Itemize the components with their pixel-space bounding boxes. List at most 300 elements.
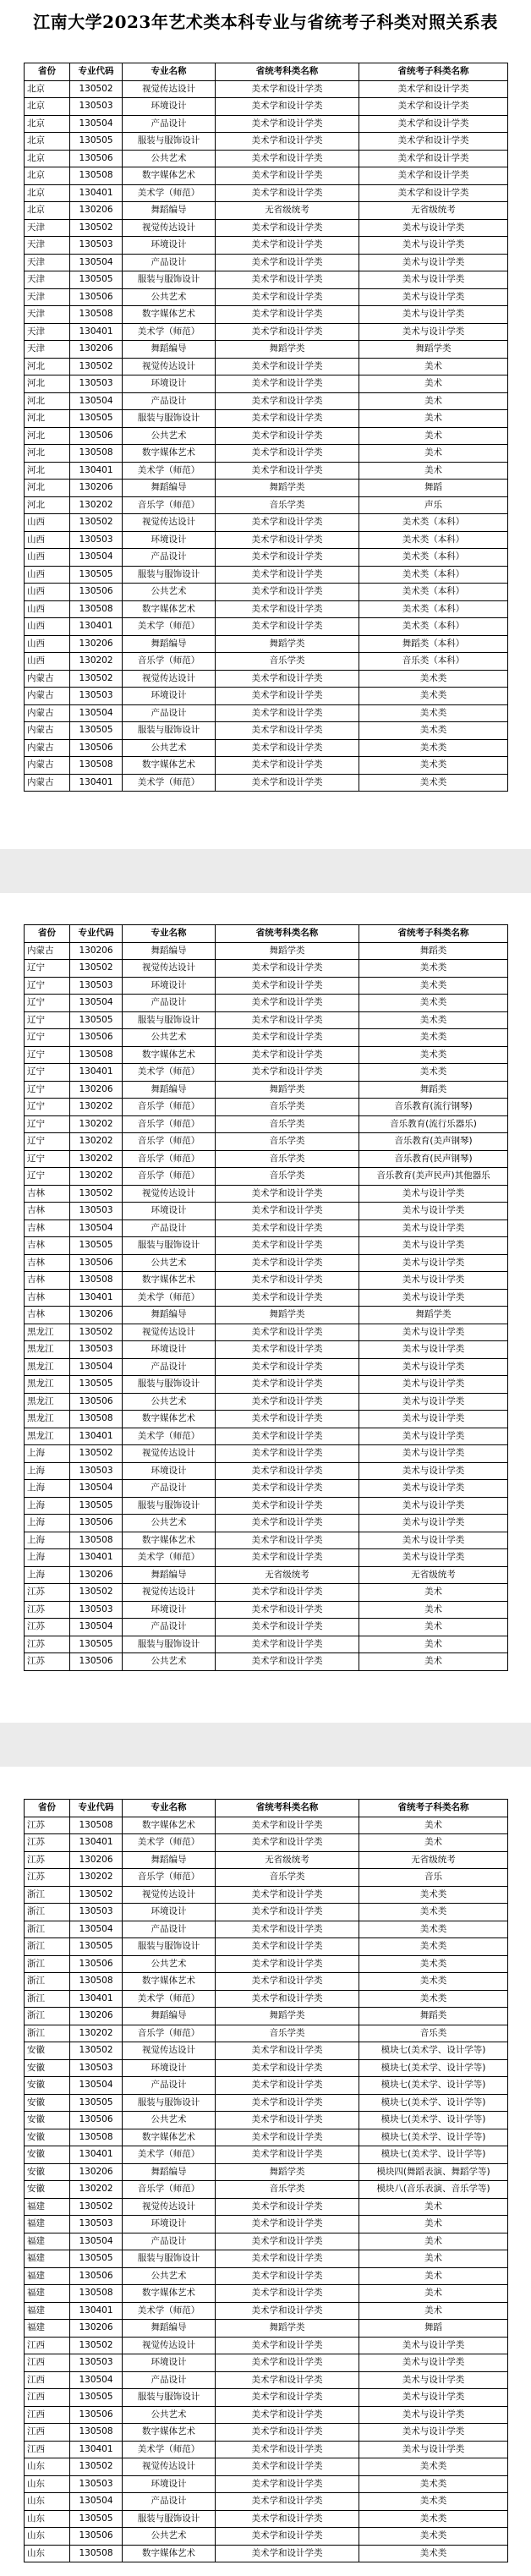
cell-province: 上海 bbox=[25, 1532, 70, 1549]
cell-exam-category: 音乐学类 bbox=[216, 1150, 359, 1168]
cell-province: 内蒙古 bbox=[25, 688, 70, 705]
cell-major-name: 美术学（师范） bbox=[123, 2302, 216, 2320]
cell-exam-subcategory: 美术与设计学类 bbox=[359, 1480, 508, 1498]
cell-exam-category: 美术学和设计学类 bbox=[216, 2493, 359, 2511]
cell-major-name: 舞蹈编导 bbox=[123, 341, 216, 359]
cell-major-name: 音乐学（师范） bbox=[123, 2025, 216, 2042]
cell-major-code: 130505 bbox=[70, 1376, 123, 1394]
cell-major-name: 音乐学（师范） bbox=[123, 1150, 216, 1168]
cell-major-code: 130503 bbox=[70, 98, 123, 116]
cell-major-code: 130503 bbox=[70, 977, 123, 995]
cell-major-name: 服装与服饰设计 bbox=[123, 566, 216, 584]
cell-province: 河北 bbox=[25, 445, 70, 463]
cell-major-code: 130503 bbox=[70, 1203, 123, 1220]
table-row bbox=[25, 1358, 508, 1376]
header-row bbox=[25, 63, 508, 81]
cell-major-name: 视觉传达设计 bbox=[123, 1445, 216, 1463]
cell-province: 上海 bbox=[25, 1480, 70, 1498]
cell-major-code: 130504 bbox=[70, 1219, 123, 1237]
cell-exam-subcategory: 美术与设计学类 bbox=[359, 1219, 508, 1237]
column-header-major-code: 专业代码 bbox=[70, 63, 123, 81]
cell-exam-subcategory: 美术类（本科） bbox=[359, 566, 508, 584]
table-row bbox=[25, 271, 508, 289]
cell-major-name: 数字媒体艺术 bbox=[123, 1046, 216, 1064]
cell-exam-subcategory: 模块八(音乐表演、音乐学等) bbox=[359, 2181, 508, 2199]
cell-exam-subcategory: 无省级统考 bbox=[359, 1851, 508, 1869]
cell-major-code: 130508 bbox=[70, 445, 123, 463]
cell-province: 山西 bbox=[25, 618, 70, 636]
table-row bbox=[25, 2337, 508, 2354]
cell-province: 江西 bbox=[25, 2337, 70, 2354]
cell-exam-subcategory: 美术 bbox=[359, 1653, 508, 1671]
mapping-table-page-2 bbox=[24, 924, 508, 1671]
cell-exam-subcategory: 美术 bbox=[359, 2233, 508, 2250]
cell-major-code: 130202 bbox=[70, 1115, 123, 1133]
table-row bbox=[25, 2406, 508, 2424]
cell-major-name: 视觉传达设计 bbox=[123, 514, 216, 532]
cell-province: 天津 bbox=[25, 306, 70, 324]
cell-exam-subcategory: 美术与设计学类 bbox=[359, 323, 508, 341]
cell-major-code: 130505 bbox=[70, 566, 123, 584]
cell-exam-subcategory: 美术类（本科） bbox=[359, 600, 508, 618]
table-row bbox=[25, 2424, 508, 2442]
cell-major-name: 产品设计 bbox=[123, 1480, 216, 1498]
table-row bbox=[25, 1081, 508, 1099]
cell-exam-subcategory: 模块七(美术学、设计学等) bbox=[359, 2042, 508, 2060]
cell-province: 江苏 bbox=[25, 1851, 70, 1869]
cell-major-code: 130502 bbox=[70, 2337, 123, 2354]
cell-exam-category: 美术学和设计学类 bbox=[216, 1549, 359, 1567]
cell-major-name: 数字媒体艺术 bbox=[123, 167, 216, 185]
cell-exam-subcategory: 美术 bbox=[359, 2250, 508, 2268]
cell-exam-category: 美术学和设计学类 bbox=[216, 1886, 359, 1904]
table-row bbox=[25, 2250, 508, 2268]
column-header-major-code: 专业代码 bbox=[70, 925, 123, 943]
cell-exam-subcategory: 美术 bbox=[359, 2285, 508, 2303]
cell-major-code: 130508 bbox=[70, 2285, 123, 2303]
cell-province: 安徽 bbox=[25, 2112, 70, 2129]
cell-exam-subcategory: 美术类 bbox=[359, 2493, 508, 2511]
cell-major-code: 130504 bbox=[70, 2077, 123, 2095]
cell-exam-category: 音乐学类 bbox=[216, 1869, 359, 1887]
cell-exam-subcategory: 模块七(美术学、设计学等) bbox=[359, 2059, 508, 2077]
cell-major-name: 美术学（师范） bbox=[123, 1289, 216, 1307]
cell-major-code: 130505 bbox=[70, 1636, 123, 1653]
cell-province: 福建 bbox=[25, 2267, 70, 2285]
table-row bbox=[25, 133, 508, 151]
cell-exam-subcategory: 美术与设计学类 bbox=[359, 271, 508, 289]
table-row bbox=[25, 358, 508, 375]
cell-exam-category: 美术学和设计学类 bbox=[216, 722, 359, 740]
cell-major-code: 130401 bbox=[70, 1834, 123, 1852]
table-row bbox=[25, 1203, 508, 1220]
page-separator bbox=[0, 849, 531, 893]
cell-exam-subcategory: 美术 bbox=[359, 1619, 508, 1636]
cell-exam-subcategory: 美术与设计学类 bbox=[359, 2406, 508, 2424]
cell-exam-category: 舞蹈学类 bbox=[216, 635, 359, 653]
table-row bbox=[25, 1955, 508, 1973]
cell-exam-subcategory: 舞蹈学类 bbox=[359, 341, 508, 359]
cell-exam-category: 美术学和设计学类 bbox=[216, 1376, 359, 1394]
cell-exam-subcategory: 美术类 bbox=[359, 1011, 508, 1029]
cell-major-code: 130401 bbox=[70, 1990, 123, 2008]
cell-exam-category: 美术学和设计学类 bbox=[216, 1497, 359, 1515]
table-row bbox=[25, 445, 508, 463]
cell-major-code: 130206 bbox=[70, 2008, 123, 2025]
cell-major-name: 服装与服饰设计 bbox=[123, 2250, 216, 2268]
cell-major-name: 服装与服饰设计 bbox=[123, 1011, 216, 1029]
cell-exam-subcategory: 舞蹈 bbox=[359, 2320, 508, 2338]
column-header-exam-subcategory: 省统考子科类名称 bbox=[359, 63, 508, 81]
table-row bbox=[25, 739, 508, 757]
cell-major-code: 130508 bbox=[70, 1411, 123, 1428]
cell-major-code: 130506 bbox=[70, 2528, 123, 2546]
cell-exam-subcategory: 美术类 bbox=[359, 2545, 508, 2562]
cell-major-name: 美术学（师范） bbox=[123, 1064, 216, 1082]
cell-major-code: 130503 bbox=[70, 375, 123, 393]
cell-province: 辽宁 bbox=[25, 1081, 70, 1099]
cell-province: 上海 bbox=[25, 1445, 70, 1463]
table-row bbox=[25, 1886, 508, 1904]
cell-exam-subcategory: 音乐教育(美声钢琴) bbox=[359, 1133, 508, 1151]
cell-exam-category: 美术学和设计学类 bbox=[216, 670, 359, 688]
table-row bbox=[25, 722, 508, 740]
cell-major-name: 视觉传达设计 bbox=[123, 1584, 216, 1602]
cell-major-name: 美术学（师范） bbox=[123, 2146, 216, 2164]
table-row bbox=[25, 1150, 508, 1168]
cell-province: 福建 bbox=[25, 2285, 70, 2303]
cell-exam-subcategory: 美术类 bbox=[359, 995, 508, 1012]
cell-major-code: 130502 bbox=[70, 219, 123, 237]
cell-major-name: 视觉传达设计 bbox=[123, 2042, 216, 2060]
cell-exam-category: 美术学和设计学类 bbox=[216, 2077, 359, 2095]
cell-major-code: 130504 bbox=[70, 1358, 123, 1376]
cell-exam-subcategory: 美术类 bbox=[359, 1886, 508, 1904]
cell-major-name: 产品设计 bbox=[123, 549, 216, 567]
cell-major-code: 130505 bbox=[70, 722, 123, 740]
cell-exam-subcategory: 音乐教育(流行钢琴) bbox=[359, 1099, 508, 1116]
cell-exam-subcategory: 美术学和设计学类 bbox=[359, 150, 508, 167]
table-row bbox=[25, 1619, 508, 1636]
cell-province: 吉林 bbox=[25, 1237, 70, 1255]
cell-major-name: 服装与服饰设计 bbox=[123, 1237, 216, 1255]
cell-exam-category: 美术学和设计学类 bbox=[216, 427, 359, 445]
cell-major-name: 美术学（师范） bbox=[123, 184, 216, 202]
table-row bbox=[25, 1185, 508, 1203]
cell-exam-category: 美术学和设计学类 bbox=[216, 1203, 359, 1220]
cell-province: 辽宁 bbox=[25, 1046, 70, 1064]
cell-exam-category: 美术学和设计学类 bbox=[216, 1515, 359, 1532]
cell-major-code: 130502 bbox=[70, 960, 123, 978]
table-row bbox=[25, 1834, 508, 1852]
table-row bbox=[25, 1428, 508, 1445]
cell-province: 河北 bbox=[25, 427, 70, 445]
cell-major-name: 数字媒体艺术 bbox=[123, 1973, 216, 1991]
cell-major-code: 130508 bbox=[70, 167, 123, 185]
cell-major-code: 130401 bbox=[70, 323, 123, 341]
cell-exam-subcategory: 美术学和设计学类 bbox=[359, 133, 508, 151]
cell-major-name: 舞蹈编导 bbox=[123, 1566, 216, 1584]
cell-major-name: 产品设计 bbox=[123, 2493, 216, 2511]
cell-exam-subcategory: 美术与设计学类 bbox=[359, 1393, 508, 1411]
cell-province: 浙江 bbox=[25, 1955, 70, 1973]
cell-province: 安徽 bbox=[25, 2042, 70, 2060]
cell-major-code: 130504 bbox=[70, 1921, 123, 1938]
cell-major-name: 公共艺术 bbox=[123, 288, 216, 306]
table-row bbox=[25, 167, 508, 185]
table-row bbox=[25, 1515, 508, 1532]
cell-major-code: 130502 bbox=[70, 1324, 123, 1341]
cell-exam-subcategory: 美术类 bbox=[359, 774, 508, 792]
table-row bbox=[25, 392, 508, 410]
cell-province: 辽宁 bbox=[25, 1011, 70, 1029]
cell-exam-category: 美术学和设计学类 bbox=[216, 392, 359, 410]
table-row bbox=[25, 1549, 508, 1567]
cell-province: 内蒙古 bbox=[25, 757, 70, 775]
cell-major-code: 130401 bbox=[70, 184, 123, 202]
cell-major-name: 公共艺术 bbox=[123, 1955, 216, 1973]
cell-exam-category: 美术学和设计学类 bbox=[216, 306, 359, 324]
cell-major-code: 130206 bbox=[70, 1081, 123, 1099]
table-row bbox=[25, 2441, 508, 2458]
cell-major-code: 130206 bbox=[70, 2163, 123, 2181]
cell-province: 江苏 bbox=[25, 1653, 70, 1671]
cell-major-name: 视觉传达设计 bbox=[123, 80, 216, 98]
cell-major-code: 130202 bbox=[70, 1133, 123, 1151]
cell-province: 江苏 bbox=[25, 1869, 70, 1887]
cell-major-code: 130502 bbox=[70, 670, 123, 688]
mapping-table-page-3 bbox=[24, 1799, 508, 2562]
column-header-exam-category: 省统考科类名称 bbox=[216, 63, 359, 81]
table-row bbox=[25, 1990, 508, 2008]
cell-exam-subcategory: 美术类 bbox=[359, 2528, 508, 2546]
cell-major-code: 130502 bbox=[70, 1584, 123, 1602]
table-row bbox=[25, 960, 508, 978]
table-row bbox=[25, 2077, 508, 2095]
cell-major-name: 数字媒体艺术 bbox=[123, 600, 216, 618]
cell-major-name: 舞蹈编导 bbox=[123, 1307, 216, 1324]
cell-major-name: 公共艺术 bbox=[123, 1653, 216, 1671]
cell-province: 上海 bbox=[25, 1566, 70, 1584]
cell-exam-category: 美术学和设计学类 bbox=[216, 150, 359, 167]
cell-exam-category: 美术学和设计学类 bbox=[216, 2545, 359, 2562]
cell-province: 辽宁 bbox=[25, 1115, 70, 1133]
cell-province: 江西 bbox=[25, 2424, 70, 2442]
cell-major-name: 服装与服饰设计 bbox=[123, 2389, 216, 2407]
cell-province: 黑龙江 bbox=[25, 1393, 70, 1411]
table-row bbox=[25, 115, 508, 133]
cell-province: 浙江 bbox=[25, 1938, 70, 1956]
cell-province: 山东 bbox=[25, 2458, 70, 2476]
cell-major-code: 130401 bbox=[70, 1428, 123, 1445]
cell-exam-category: 美术学和设计学类 bbox=[216, 1904, 359, 1921]
cell-major-name: 数字媒体艺术 bbox=[123, 2424, 216, 2442]
cell-exam-category: 美术学和设计学类 bbox=[216, 566, 359, 584]
table-row bbox=[25, 1869, 508, 1887]
cell-exam-subcategory: 美术类 bbox=[359, 704, 508, 722]
cell-province: 黑龙江 bbox=[25, 1376, 70, 1394]
cell-exam-category: 美术学和设计学类 bbox=[216, 2285, 359, 2303]
cell-major-name: 音乐学（师范） bbox=[123, 1168, 216, 1186]
table-row bbox=[25, 688, 508, 705]
cell-province: 浙江 bbox=[25, 1904, 70, 1921]
header-row bbox=[25, 1800, 508, 1817]
cell-major-code: 130506 bbox=[70, 1029, 123, 1047]
cell-major-code: 130502 bbox=[70, 2042, 123, 2060]
cell-exam-subcategory: 美术与设计学类 bbox=[359, 1411, 508, 1428]
cell-major-code: 130401 bbox=[70, 618, 123, 636]
cell-exam-subcategory: 美术与设计学类 bbox=[359, 237, 508, 255]
cell-major-code: 130502 bbox=[70, 1185, 123, 1203]
table-row bbox=[25, 2285, 508, 2303]
table-row bbox=[25, 670, 508, 688]
table-row bbox=[25, 1904, 508, 1921]
cell-major-code: 130505 bbox=[70, 2510, 123, 2528]
cell-exam-category: 美术学和设计学类 bbox=[216, 1653, 359, 1671]
table-row bbox=[25, 1497, 508, 1515]
cell-major-code: 130506 bbox=[70, 739, 123, 757]
cell-major-name: 服装与服饰设计 bbox=[123, 2094, 216, 2112]
cell-major-name: 环境设计 bbox=[123, 2216, 216, 2233]
cell-exam-category: 美术学和设计学类 bbox=[216, 1237, 359, 1255]
cell-exam-subcategory: 美术与设计学类 bbox=[359, 1428, 508, 1445]
cell-major-name: 环境设计 bbox=[123, 1904, 216, 1921]
cell-exam-category: 美术学和设计学类 bbox=[216, 977, 359, 995]
table-row bbox=[25, 757, 508, 775]
table-row bbox=[25, 2493, 508, 2511]
cell-province: 浙江 bbox=[25, 1990, 70, 2008]
cell-exam-category: 美术学和设计学类 bbox=[216, 1428, 359, 1445]
cell-province: 山西 bbox=[25, 514, 70, 532]
cell-exam-category: 美术学和设计学类 bbox=[216, 1324, 359, 1341]
cell-major-code: 130504 bbox=[70, 254, 123, 271]
cell-major-name: 数字媒体艺术 bbox=[123, 1411, 216, 1428]
cell-major-name: 美术学（师范） bbox=[123, 1834, 216, 1852]
cell-major-code: 130401 bbox=[70, 1064, 123, 1082]
cell-exam-subcategory: 模块七(美术学、设计学等) bbox=[359, 2094, 508, 2112]
table-row bbox=[25, 2146, 508, 2164]
cell-exam-subcategory: 美术与设计学类 bbox=[359, 1532, 508, 1549]
cell-exam-category: 美术学和设计学类 bbox=[216, 960, 359, 978]
table-row bbox=[25, 2198, 508, 2216]
cell-exam-subcategory: 美术与设计学类 bbox=[359, 1203, 508, 1220]
cell-major-name: 数字媒体艺术 bbox=[123, 2129, 216, 2146]
table-row bbox=[25, 2267, 508, 2285]
cell-province: 安徽 bbox=[25, 2181, 70, 2199]
table-row bbox=[25, 942, 508, 960]
table-row bbox=[25, 653, 508, 671]
cell-major-code: 130508 bbox=[70, 306, 123, 324]
cell-province: 安徽 bbox=[25, 2059, 70, 2077]
table-row bbox=[25, 1254, 508, 1272]
cell-major-code: 130505 bbox=[70, 410, 123, 428]
cell-province: 吉林 bbox=[25, 1219, 70, 1237]
cell-major-code: 130206 bbox=[70, 635, 123, 653]
cell-major-name: 视觉传达设计 bbox=[123, 960, 216, 978]
cell-exam-subcategory: 美术 bbox=[359, 1834, 508, 1852]
table-row bbox=[25, 2181, 508, 2199]
cell-province: 上海 bbox=[25, 1462, 70, 1480]
cell-exam-subcategory: 美术类 bbox=[359, 1973, 508, 1991]
cell-exam-subcategory: 美术 bbox=[359, 427, 508, 445]
table-row bbox=[25, 2354, 508, 2372]
cell-exam-category: 美术学和设计学类 bbox=[216, 288, 359, 306]
cell-exam-subcategory: 音乐教育(民声钢琴) bbox=[359, 1150, 508, 1168]
cell-major-code: 130202 bbox=[70, 1150, 123, 1168]
cell-province: 辽宁 bbox=[25, 1133, 70, 1151]
cell-exam-category: 美术学和设计学类 bbox=[216, 1973, 359, 1991]
table-row bbox=[25, 1011, 508, 1029]
table-row bbox=[25, 2545, 508, 2562]
cell-major-name: 音乐学（师范） bbox=[123, 1869, 216, 1887]
cell-major-name: 环境设计 bbox=[123, 2354, 216, 2372]
cell-major-name: 视觉传达设计 bbox=[123, 2337, 216, 2354]
cell-exam-category: 美术学和设计学类 bbox=[216, 1254, 359, 1272]
cell-major-name: 环境设计 bbox=[123, 237, 216, 255]
cell-exam-subcategory: 美术与设计学类 bbox=[359, 1254, 508, 1272]
cell-major-code: 130503 bbox=[70, 2475, 123, 2493]
cell-major-name: 公共艺术 bbox=[123, 1029, 216, 1047]
cell-major-code: 130505 bbox=[70, 133, 123, 151]
cell-exam-category: 美术学和设计学类 bbox=[216, 2406, 359, 2424]
cell-province: 江苏 bbox=[25, 1601, 70, 1619]
cell-exam-category: 美术学和设计学类 bbox=[216, 1921, 359, 1938]
cell-province: 天津 bbox=[25, 341, 70, 359]
cell-province: 天津 bbox=[25, 237, 70, 255]
cell-major-code: 130206 bbox=[70, 2320, 123, 2338]
cell-exam-category: 美术学和设计学类 bbox=[216, 1064, 359, 1082]
cell-major-name: 产品设计 bbox=[123, 1358, 216, 1376]
cell-major-code: 130503 bbox=[70, 237, 123, 255]
cell-major-name: 美术学（师范） bbox=[123, 1549, 216, 1567]
cell-province: 浙江 bbox=[25, 2025, 70, 2042]
cell-province: 辽宁 bbox=[25, 960, 70, 978]
cell-exam-category: 美术学和设计学类 bbox=[216, 1272, 359, 1290]
cell-exam-category: 美术学和设计学类 bbox=[216, 2233, 359, 2250]
cell-major-code: 130503 bbox=[70, 531, 123, 549]
cell-exam-category: 美术学和设计学类 bbox=[216, 2510, 359, 2528]
column-header-exam-category: 省统考科类名称 bbox=[216, 1800, 359, 1817]
table-row bbox=[25, 1376, 508, 1394]
cell-exam-category: 美术学和设计学类 bbox=[216, 1185, 359, 1203]
cell-exam-category: 美术学和设计学类 bbox=[216, 2528, 359, 2546]
cell-major-name: 产品设计 bbox=[123, 254, 216, 271]
cell-province: 黑龙江 bbox=[25, 1358, 70, 1376]
cell-major-code: 130506 bbox=[70, 1254, 123, 1272]
cell-province: 辽宁 bbox=[25, 1150, 70, 1168]
cell-exam-category: 美术学和设计学类 bbox=[216, 98, 359, 116]
cell-exam-category: 美术学和设计学类 bbox=[216, 1289, 359, 1307]
cell-major-name: 环境设计 bbox=[123, 688, 216, 705]
table-row bbox=[25, 341, 508, 359]
cell-exam-category: 美术学和设计学类 bbox=[216, 1011, 359, 1029]
cell-exam-subcategory: 美术与设计学类 bbox=[359, 1324, 508, 1341]
table-row bbox=[25, 2112, 508, 2129]
cell-major-name: 舞蹈编导 bbox=[123, 480, 216, 497]
cell-major-code: 130508 bbox=[70, 1973, 123, 1991]
cell-exam-subcategory: 美术与设计学类 bbox=[359, 2441, 508, 2458]
cell-major-name: 产品设计 bbox=[123, 392, 216, 410]
cell-major-name: 数字媒体艺术 bbox=[123, 1532, 216, 1549]
cell-major-code: 130206 bbox=[70, 202, 123, 220]
cell-major-name: 音乐学（师范） bbox=[123, 653, 216, 671]
cell-province: 辽宁 bbox=[25, 995, 70, 1012]
cell-province: 山西 bbox=[25, 566, 70, 584]
cell-exam-subcategory: 美术学和设计学类 bbox=[359, 98, 508, 116]
table-row bbox=[25, 1099, 508, 1116]
cell-province: 山西 bbox=[25, 549, 70, 567]
table-row bbox=[25, 584, 508, 601]
